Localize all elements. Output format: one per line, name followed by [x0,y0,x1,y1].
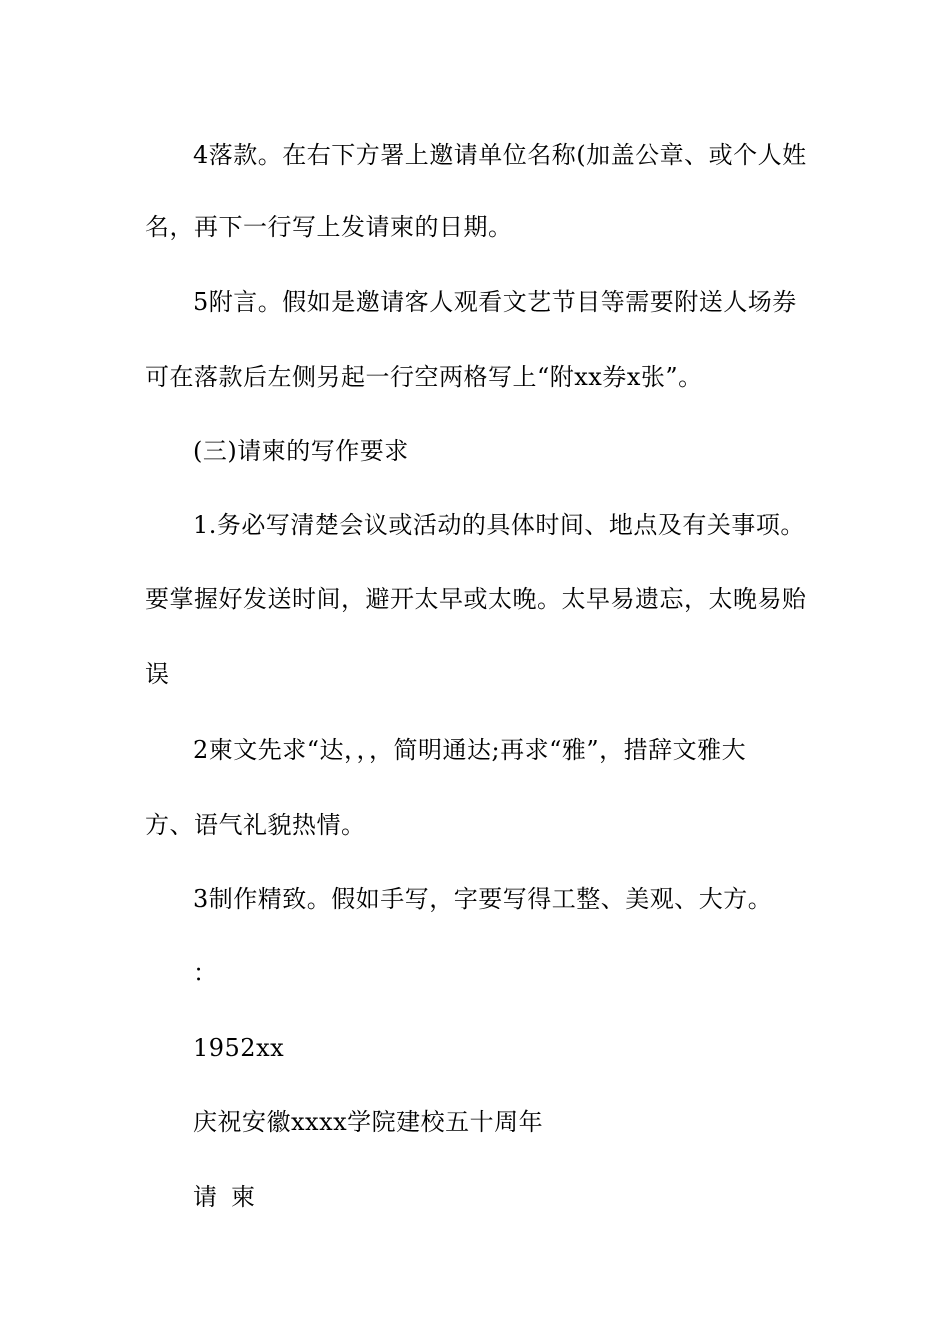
requirement-1-line-1: 1.务必写清楚会议或活动的具体时间、地点及有关事项。 [193,511,805,539]
example-title: 请柬 [193,1183,269,1211]
requirement-2-line-2: 方、语气礼貌热情。 [145,811,366,839]
requirement-1-line-2: 要掌握好发送时间，避开太早或太晚。太早易遗忘，太晚易贻 [145,585,807,613]
requirement-1-line-3: 误 [145,660,170,688]
requirement-2-line-1: 2柬文先求“达，，，简明通达;再求“雅”，措辞文雅大 [193,736,747,764]
paragraph-4-line-2: 名，再下一行写上发请柬的日期。 [145,213,513,241]
paragraph-4-line-1: 4落款。在右下方署上邀请单位名称(加盖公章、或个人姓 [193,141,807,169]
example-year: 1952xx [193,1034,285,1062]
section-heading: (三)请柬的写作要求 [193,437,409,465]
paragraph-5-line-2: 可在落款后左侧另起一行空两格写上“附xx券x张”。 [145,363,703,391]
requirement-3: 3制作精致。假如手写，字要写得工整、美观、大方。 [193,885,773,913]
paragraph-5-line-1: 5附言。假如是邀请客人观看文艺节目等需要附送人场券 [193,288,797,316]
colon-mark: ： [193,959,218,987]
example-heading: 庆祝安徽xxxx学院建校五十周年 [193,1108,544,1136]
